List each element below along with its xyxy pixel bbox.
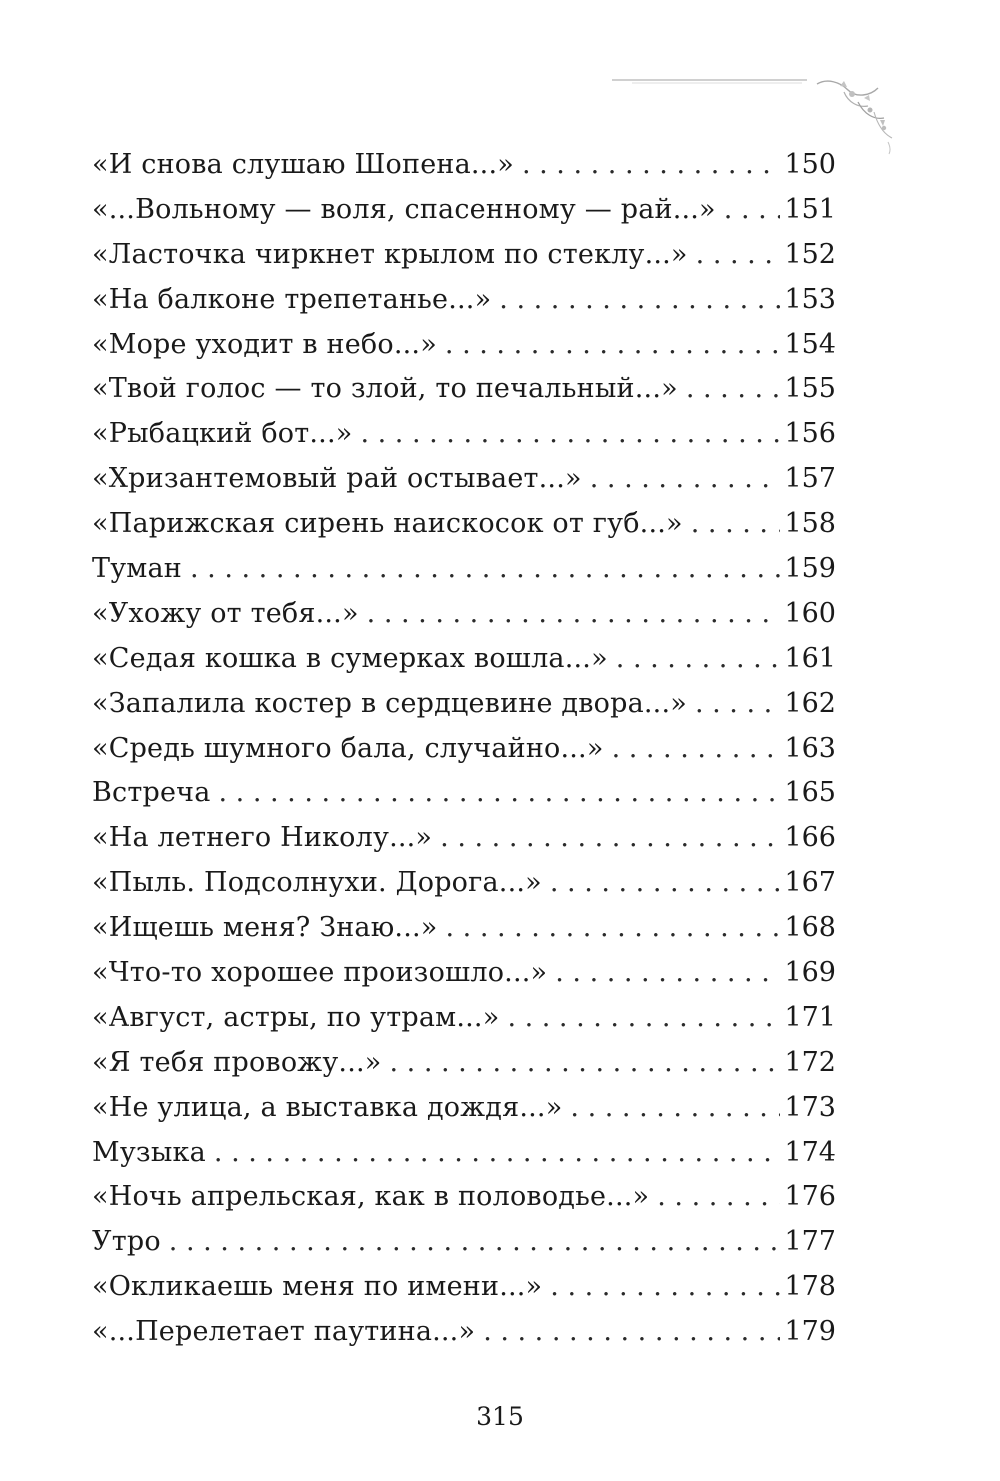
toc-entry [92,1220,836,1265]
toc-entry-page: 176 [784,1181,836,1213]
toc-entry [92,861,836,906]
toc-entry-title: «Я тебя провожу...» [92,1046,382,1078]
dot-leader [507,996,780,1041]
toc-entry-page: 153 [784,283,836,315]
toc-entry [92,188,836,233]
toc-entry [92,1131,836,1176]
toc-entry [92,143,836,188]
toc-entry-title: «Седая кошка в сумерках вошла...» [92,642,608,674]
toc-entry-page: 156 [784,418,836,450]
dot-leader [612,727,780,772]
toc-entry [92,502,836,547]
dot-leader [570,1086,780,1131]
dot-leader [445,323,780,368]
toc-entry [92,996,836,1041]
toc-entry-title: «Хризантемовый рай остывает...» [92,463,582,495]
toc-entry-page: 177 [784,1226,836,1258]
dot-leader [190,547,780,592]
toc-entry-page: 157 [784,463,836,495]
toc-entry-page: 152 [784,238,836,270]
toc-entry [92,771,836,816]
toc-entry [92,412,836,457]
toc-entry-page: 173 [784,1091,836,1123]
toc-entry-title: Музыка [92,1136,206,1168]
dot-leader [555,951,780,996]
dot-leader [389,1041,780,1086]
toc-entry-page: 162 [784,687,836,719]
toc-entry-page: 165 [784,777,836,809]
dot-leader [169,1220,780,1265]
toc-entry [92,727,836,772]
toc-entry-page: 154 [784,328,836,360]
toc-entry-title: «И снова слушаю Шопена...» [92,149,514,180]
dot-leader [445,906,780,951]
toc-entry-title: «...Перелетает паутина...» [92,1316,476,1348]
dot-leader [483,1310,780,1355]
toc-entry-title: «Средь шумного бала, случайно...» [92,732,604,764]
toc-entry-title: «Твой голос — то злой, то печальный...» [92,373,678,405]
toc-entry [92,816,836,861]
toc-entry [92,323,836,368]
toc-entry [92,951,836,996]
dot-leader [695,682,780,727]
toc-entry-title: «Парижская сирень наискосок от губ...» [92,508,683,540]
toc-entry [92,233,836,278]
toc-entry-title: «Запалила костер в сердцевине двора...» [92,687,687,719]
toc-entry-title: Утро [92,1226,161,1258]
toc-entry-page: 155 [784,373,836,405]
toc-entry-title: «Пыль. Подсолнухи. Дорога...» [92,867,542,899]
toc-entry-title: Туман [92,553,182,585]
toc-entry-page: 172 [784,1046,836,1078]
toc-entry [92,367,836,412]
dot-leader [219,771,780,816]
toc-entry-title: «На летнего Николу...» [92,822,433,854]
toc-entry-page: 167 [784,867,836,899]
toc-entry-page: 160 [784,597,836,629]
toc-entry-page: 150 [784,149,836,180]
toc-entry [92,1310,836,1355]
toc-entry-page: 174 [784,1136,836,1168]
toc-entry [92,637,836,682]
toc-entry-title: «Не улица, а выставка дождя...» [92,1091,563,1123]
toc-entry-title: «Рыбацкий бот...» [92,418,353,450]
dot-leader [440,816,780,861]
toc-entry-page: 163 [784,732,836,764]
toc-entry-title: «Август, астры, по утрам...» [92,1001,500,1033]
toc-entry [92,906,836,951]
toc-entry-page: 151 [784,193,836,225]
toc-entry-page: 168 [784,912,836,944]
dot-leader [691,502,780,547]
dot-leader [550,861,780,906]
toc-entry-page: 161 [784,642,836,674]
toc-entry-title: «Ночь апрельская, как в половодье...» [92,1181,650,1213]
table-of-contents [92,143,836,1355]
toc-entry [92,547,836,592]
toc-entry-title: «Ласточка чиркнет крылом по стеклу...» [92,238,688,270]
toc-entry-title: «...Вольному — воля, спасенному — рай...» [92,193,716,225]
toc-entry [92,457,836,502]
toc-entry-page: 159 [784,553,836,585]
toc-entry-page: 171 [784,1001,836,1033]
toc-entry [92,1041,836,1086]
toc-entry [92,1086,836,1131]
dot-leader [616,637,780,682]
dot-leader [360,412,780,457]
toc-entry-title: «На балконе трепетанье...» [92,283,492,315]
dot-leader [550,1265,780,1310]
toc-entry-page: 169 [784,957,836,989]
dot-leader [522,143,780,188]
dot-leader [590,457,780,502]
toc-entry-title: «Море уходит в небо...» [92,328,437,360]
toc-entry-title: «Что-то хорошее произошло...» [92,957,548,989]
toc-entry [92,278,836,323]
toc-entry [92,592,836,637]
dot-leader [686,367,780,412]
toc-entry-page: 179 [784,1316,836,1348]
toc-entry-page: 166 [784,822,836,854]
toc-entry-page: 158 [784,508,836,540]
toc-entry [92,1175,836,1220]
dot-leader [657,1175,780,1220]
dot-leader [696,233,780,278]
dot-leader [214,1131,780,1176]
toc-entry [92,682,836,727]
toc-entry-title: Встреча [92,777,211,809]
toc-entry-title: «Ищешь меня? Знаю...» [92,912,438,944]
dot-leader [367,592,780,637]
toc-entry-title: «Окликаешь меня по имени...» [92,1271,543,1303]
page-number: 315 [476,1402,524,1431]
toc-entry [92,1265,836,1310]
toc-entry-title: «Ухожу от тебя...» [92,597,359,629]
dot-leader [499,278,780,323]
toc-entry-page: 178 [784,1271,836,1303]
dot-leader [724,188,780,233]
